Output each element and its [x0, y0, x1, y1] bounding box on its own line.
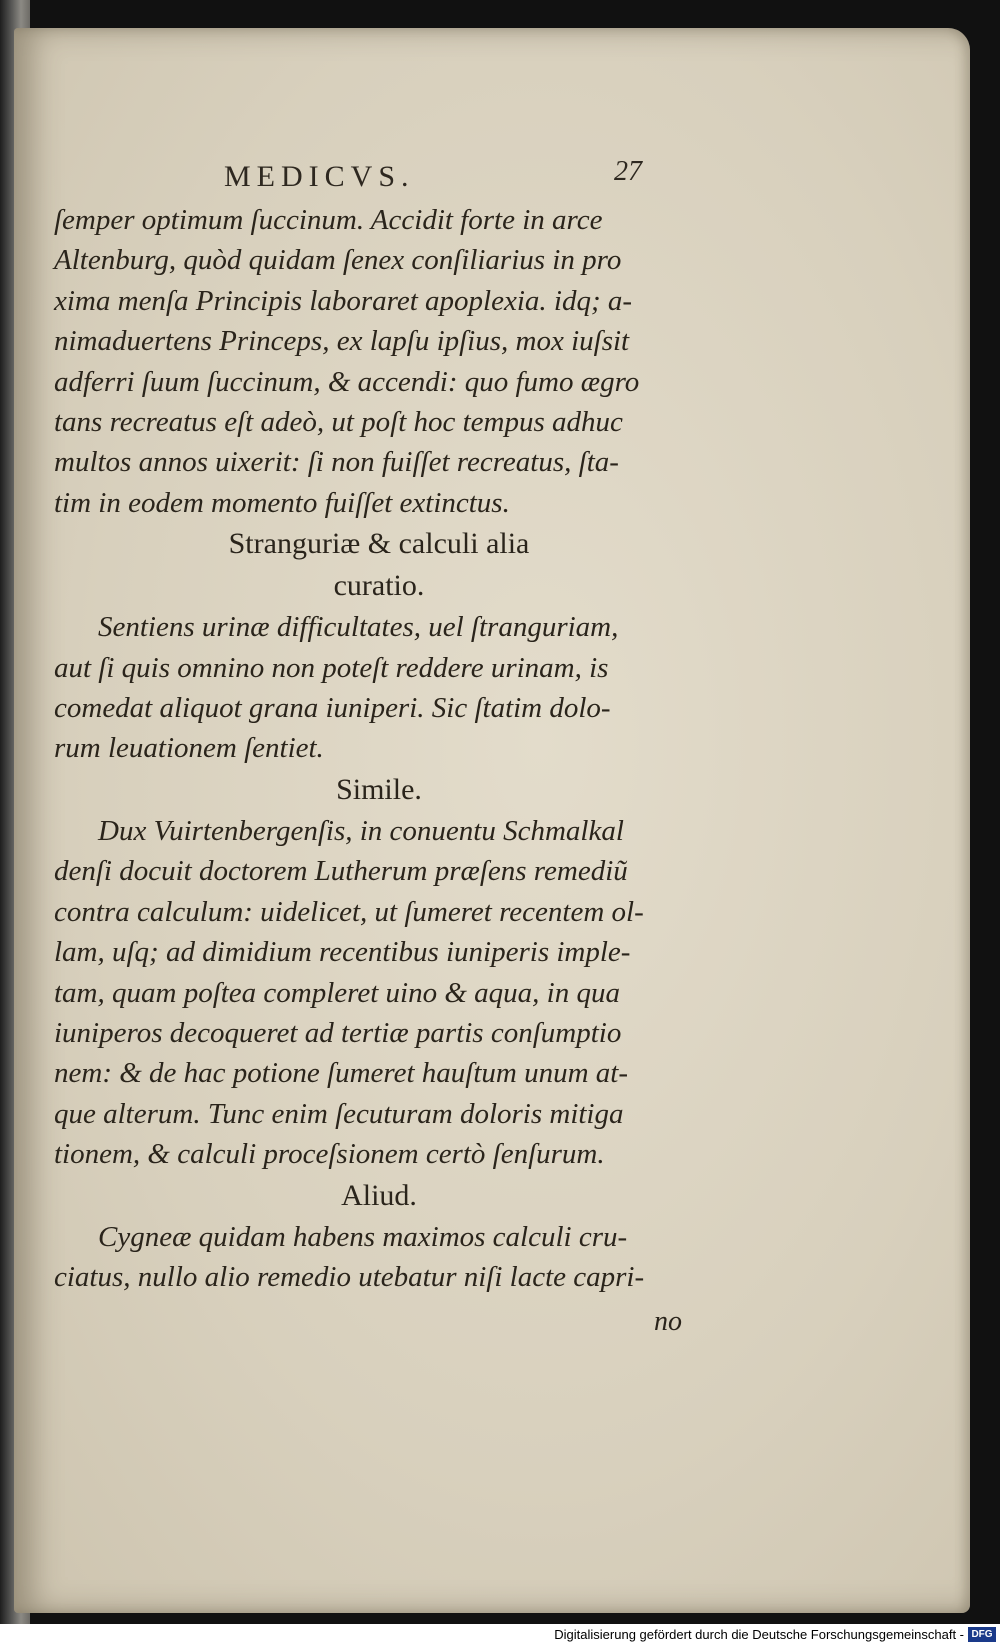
catchword: no	[654, 1306, 682, 1337]
text-line: comedat aliquot grana iuniperi. Sic ſtatim dolo-	[54, 692, 611, 725]
digitization-footer	[0, 1624, 1000, 1646]
text-line: tim in eodem momento fuiſſet extinctus.	[54, 486, 510, 519]
text-line: nem: & de hac potione ſumeret hauſtum unum at-	[54, 1057, 628, 1090]
section-heading: Stranguriæ & calculi alia	[228, 527, 530, 561]
text-line: denſi docuit doctorem Lutherum præſens remediũ	[54, 855, 628, 888]
text-line: Altenburg, quòd quidam ſenex conſiliarius in pro	[54, 244, 622, 277]
section-heading: Simile.	[336, 772, 422, 806]
text-line: tam, quam poſtea compleret uino & aqua, in qua	[54, 976, 620, 1009]
text-line: que alterum. Tunc enim ſecuturam doloris mitiga	[54, 1097, 624, 1130]
text-line: multos annos uixerit: ſi non fuiſſet recreatus, ſta-	[54, 446, 619, 479]
text-line: iuniperos decoqueret ad tertiæ partis conſumptio	[54, 1016, 622, 1049]
text-line: rum leuationem ſentiet.	[54, 732, 324, 765]
funding-credit: Digitalisierung gefördert durch die Deutsche Forschungsgemeinschaft -	[554, 1627, 964, 1642]
text-line: ſemper optimum ſuccinum. Accidit forte in arce	[54, 204, 603, 236]
text-line: contra calculum: uidelicet, ut ſumeret recentem ol-	[54, 895, 644, 928]
text-line: lam, uſq; ad dimidium recentibus iuniperis imple-	[54, 936, 631, 969]
book-page	[14, 28, 970, 1613]
text-line: aut ſi quis omnino non poteſt reddere urinam, is	[54, 651, 609, 684]
page-number: 27	[614, 156, 642, 187]
text-line: nimaduertens Princeps, ex lapſu ipſius, mox iuſsit	[54, 325, 630, 358]
text-line: xima menſa Principis laboraret apoplexia. idq; a-	[54, 284, 633, 317]
text-line: tionem, & calculi proceſsionem certò ſenſurum.	[54, 1138, 605, 1171]
body-text	[54, 200, 704, 1297]
section-heading: curatio.	[333, 569, 425, 603]
text-line: ciatus, nullo alio remedio utebatur niſi lacte capri-	[54, 1260, 645, 1293]
text-line: Sentiens urinæ difficultates, uel ſtranguriam,	[98, 611, 619, 644]
section-heading: Aliud.	[341, 1178, 417, 1212]
dfg-logo: DFG	[968, 1627, 996, 1642]
running-title: MEDICVS.	[224, 160, 415, 193]
text-line: Dux Vuirtenbergenſis, in conuentu Schmalkal	[98, 814, 624, 847]
text-line: adferri ſuum ſuccinum, & accendi: quo fumo ægro	[54, 365, 640, 398]
text-line: tans recreatus eſt adeò, ut poſt hoc tempus adhuc	[54, 406, 623, 439]
text-line: Cygneæ quidam habens maximos calculi cru-	[98, 1220, 628, 1253]
